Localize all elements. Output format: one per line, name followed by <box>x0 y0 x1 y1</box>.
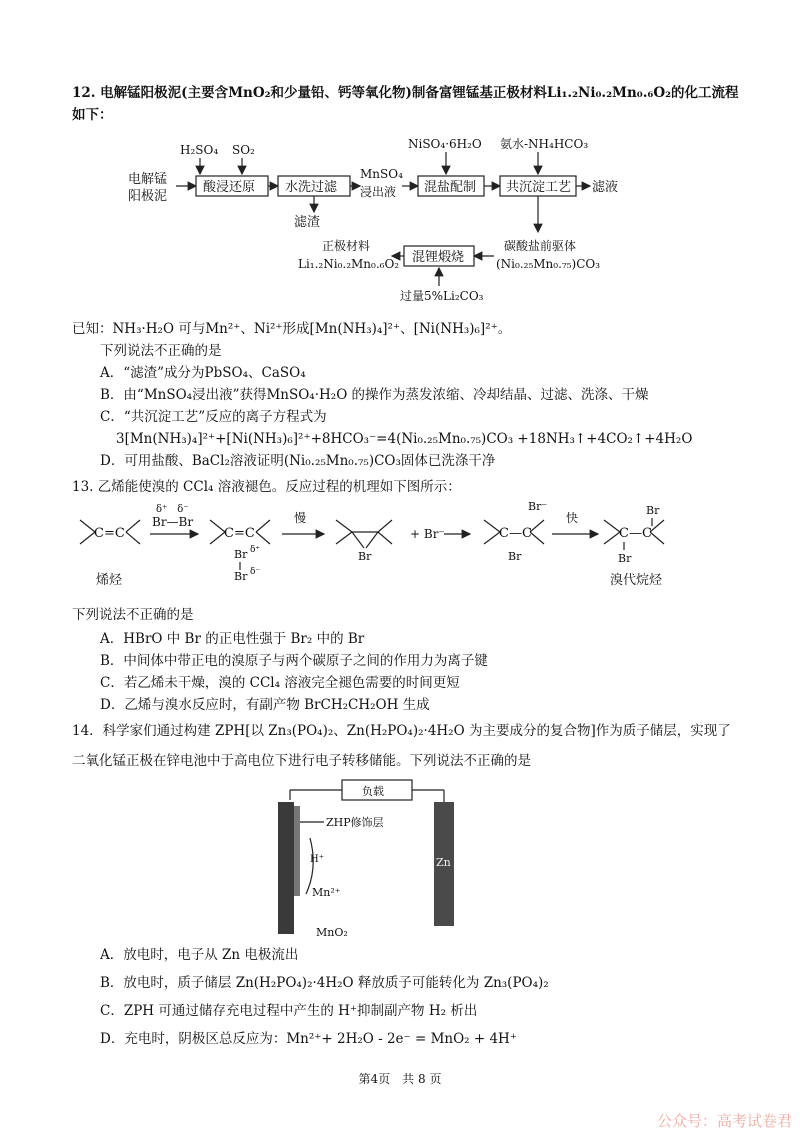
q12-option-d: D．可用盐酸、BaCl₂溶液证明(Ni₀.₂₅Mn₀.₇₅)CO₃固体已洗涤干净 <box>100 453 496 469</box>
q13-ask: 下列说法不正确的是 <box>72 607 194 623</box>
q14-option-a: A．放电时，电子从 Zn 电极流出 <box>100 947 299 963</box>
backside-attack <box>484 500 547 563</box>
slow-label: 慢 <box>294 511 307 525</box>
load-label: 负载 <box>362 785 384 798</box>
svg-text:Br: Br <box>234 570 248 583</box>
watermark: 公众号：高考试卷君 <box>656 1112 792 1130</box>
q13-option-a: A．HBrO 中 Br 的正电性强于 Br₂ 中的 Br <box>100 631 365 647</box>
mn-label: Mn²⁺ <box>312 886 341 899</box>
flow-box-calcine-label: 混锂煅烧 <box>412 250 465 265</box>
dibromo-product <box>604 504 664 588</box>
svg-text:Br—Br: Br—Br <box>152 515 194 529</box>
svg-text:Br: Br <box>508 550 522 563</box>
flow-li2co3: 过量5%Li₂CO₃ <box>400 289 484 303</box>
flow-residue: 滤渣 <box>294 215 321 230</box>
br-minus: + Br⁻ <box>410 527 445 541</box>
q12-option-b: B．由“MnSO₄浸出液”获得MnSO₄·H₂O 的操作为蒸发浓缩、冷却结晶、过滤、洗涤、干燥 <box>100 387 649 403</box>
flow-h2so4: H₂SO₄ <box>180 143 219 157</box>
flow-precursor-1: 碳酸盐前驱体 <box>504 239 577 253</box>
q14-option-b: B．放电时，质子储层 Zn(H₂PO₄)₂·4H₂O 释放质子可能转化为 Zn₃(PO₄)₂ <box>100 975 549 991</box>
svg-text:Br: Br <box>358 550 372 563</box>
flow-box-wash-filter-label: 水洗过滤 <box>285 180 338 195</box>
q14-option-d: D．充电时，阴极区总反应为：Mn²⁺+ 2H₂O - 2e⁻ = MnO₂ + 4H⁺ <box>100 1031 517 1047</box>
q14-stem-cont: 二氧化锰正极在锌电池中于高电位下进行电子转移储能。下列说法不正确的是 <box>72 753 531 769</box>
svg-text:Br: Br <box>618 552 632 565</box>
alkene-structure <box>80 520 140 588</box>
q12-stem-cont: 如下： <box>72 107 113 123</box>
q12-ask: 下列说法不正确的是 <box>100 343 222 359</box>
zhp-layer <box>294 806 300 896</box>
flow-product-1: 正极材料 <box>322 239 371 253</box>
svg-text:Br: Br <box>234 548 248 561</box>
q12-option-c: C．“共沉淀工艺”反应的离子方程式为 <box>100 409 327 425</box>
flow-mnso4: MnSO₄ <box>360 167 403 181</box>
flow-precursor-2: (Ni₀.₂₅Mn₀.₇₅)CO₃ <box>496 257 601 271</box>
alkene-label: 烯烃 <box>96 573 123 588</box>
flow-leachate: 浸出液 <box>360 185 397 199</box>
q12-option-c-eq: 3[Mn(NH₃)₄]²⁺+[Ni(NH₃)₆]²⁺+8HCO₃⁻=4(Ni₀.₂₅Mn₀.₇₅)CO₃ +18NH₃↑+4CO₂↑+4H₂O <box>116 431 693 447</box>
flow-box-salt-mix-label: 混盐配制 <box>424 180 477 195</box>
zn-label: Zn <box>436 856 451 869</box>
svg-text:Br⁻: Br⁻ <box>528 500 548 513</box>
mno2-label: MnO₂ <box>316 926 348 939</box>
svg-text:C=C: C=C <box>94 526 125 541</box>
flow-ammonia: 氨水-NH₄HCO₃ <box>500 137 589 151</box>
svg-text:δ⁺: δ⁺ <box>250 545 261 555</box>
product-label: 溴代烷烃 <box>610 573 663 588</box>
fast-label: 快 <box>566 511 579 525</box>
q13-option-b: B．中间体中带正电的溴原子与两个碳原子之间的作用力为离子键 <box>100 653 488 669</box>
zhp-label: ZHP修饰层 <box>326 816 384 829</box>
q13-option-c: C．若乙烯未干燥，溴的 CCl₄ 溶液完全褪色需要的时间更短 <box>100 675 460 691</box>
q12-stem: 12. 电解锰阳极泥(主要含MnO₂和少量铅、钙等氧化物)制备富锂锰基正极材料Li₁.₂Ni₀.₂Mn₀.₆O₂的化工流程 <box>72 85 739 101</box>
q14-battery-figure <box>250 776 510 946</box>
svg-text:Br: Br <box>646 504 660 517</box>
q14-stem: 14．科学家们通过构建 ZPH[以 Zn₃(PO₄)₂、Zn(H₂PO₄)₂·4H₂O 为主要成分的复合物]作为质子储层，实现了 <box>72 723 731 739</box>
flow-box-acid-leach-label: 酸浸还原 <box>203 180 256 195</box>
q12-option-a: A．“滤渣”成分为PbSO₄、CaSO₄ <box>100 365 306 381</box>
q14-option-c: C．ZPH 可通过储存充电过程中产生的 H⁺抑制副产物 H₂ 析出 <box>100 1003 478 1019</box>
flow-so2: SO₂ <box>232 143 255 157</box>
flow-start-1: 电解锰 <box>128 172 168 187</box>
bromonium-ion <box>336 520 392 563</box>
q13-mechanism <box>0 498 800 598</box>
flow-niso4: NiSO₄·6H₂O <box>408 137 482 151</box>
flow-start-2: 阳极泥 <box>128 189 168 204</box>
q12-flowchart <box>0 128 800 308</box>
svg-text:δ⁺ δ⁻: δ⁺ δ⁻ <box>156 504 189 515</box>
flow-product-2: Li₁.₂Ni₀.₂Mn₀.₆O₂ <box>298 257 400 271</box>
pi-complex <box>210 520 270 583</box>
svg-text:C=C: C=C <box>224 526 255 541</box>
svg-text:δ⁻: δ⁻ <box>250 567 261 577</box>
q13-option-d: D．乙烯与溴水反应时，有副产物 BrCH₂CH₂OH 生成 <box>100 697 430 713</box>
svg-text:C—C: C—C <box>499 526 532 541</box>
page-footer: 第4页 共 8 页 <box>358 1072 442 1086</box>
mno2-electrode <box>278 802 294 934</box>
hplus-label: H⁺ <box>310 854 324 865</box>
q12-known: 已知：NH₃·H₂O 可与Mn²⁺、Ni²⁺形成[Mn(NH₃)₄]²⁺、[Ni(NH₃)₆]²⁺。 <box>72 321 512 337</box>
flow-box-coprecip-label: 共沉淀工艺 <box>506 180 572 195</box>
svg-text:C—C: C—C <box>619 526 652 541</box>
q13-stem: 13. 乙烯能使溴的 CCl₄ 溶液褪色。反应过程的机理如下图所示： <box>72 479 461 495</box>
flow-filtrate: 滤液 <box>592 180 619 195</box>
